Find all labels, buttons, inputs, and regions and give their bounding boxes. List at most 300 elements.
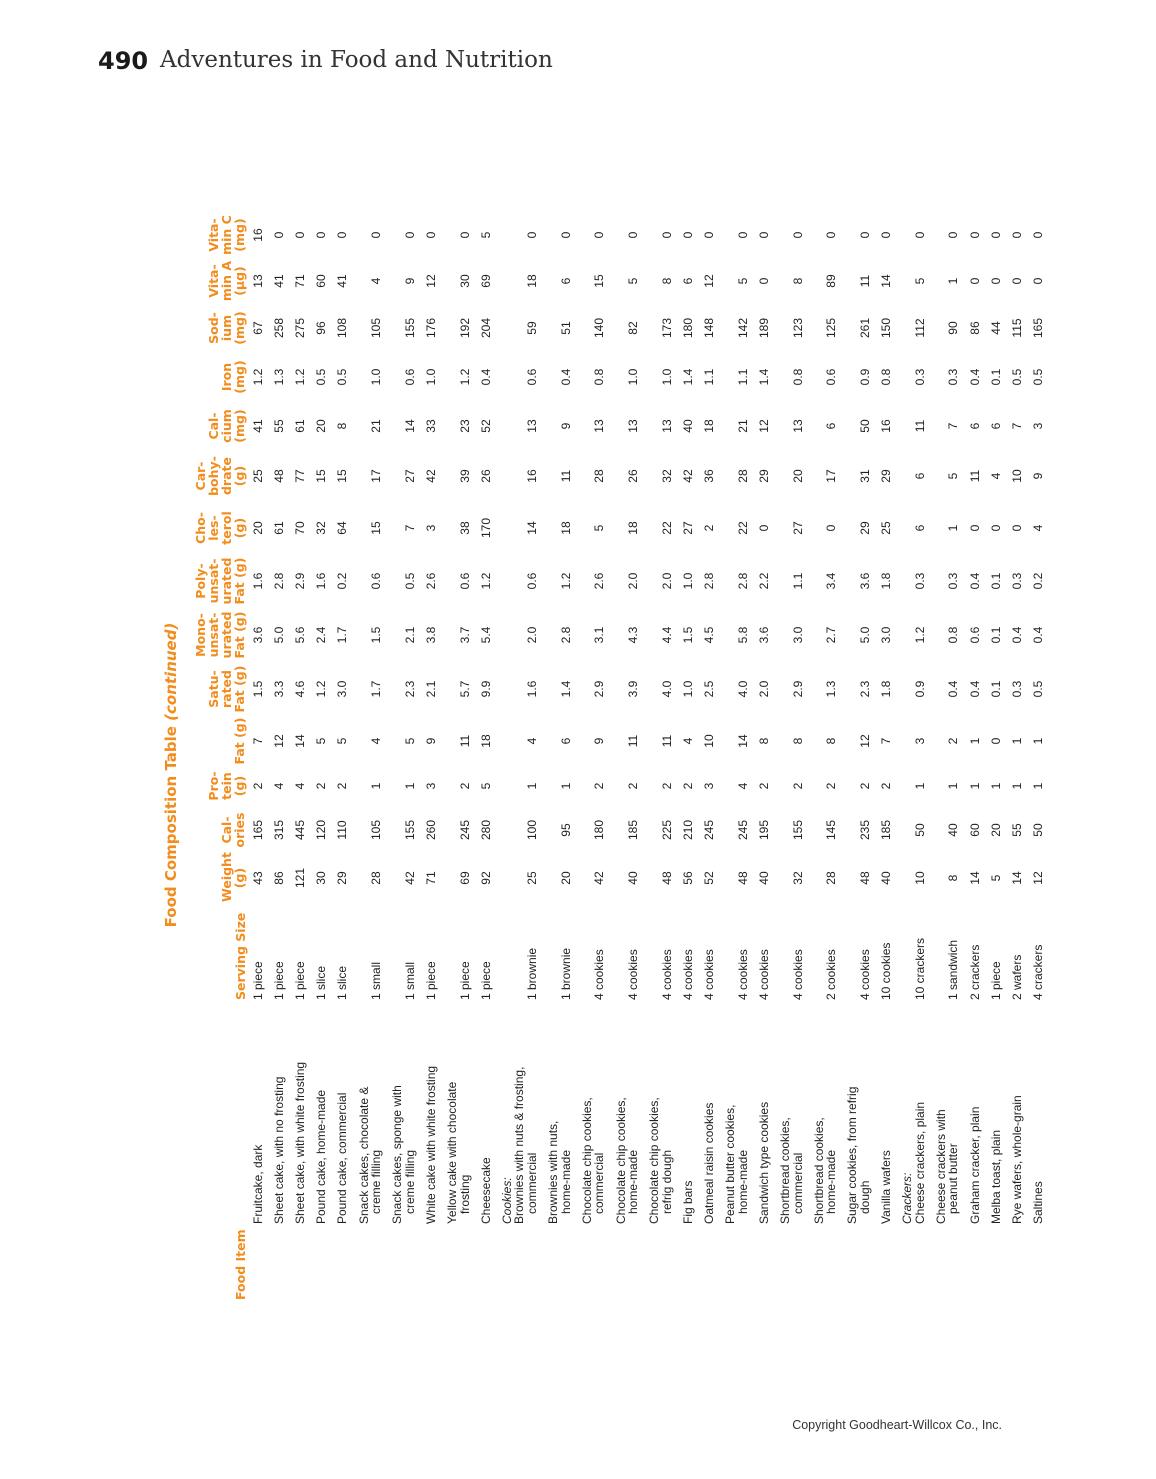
- cell-food: Sheet cake, with white frosting: [293, 1061, 308, 1224]
- cell-weight: 28: [824, 871, 839, 885]
- cell-na: 123: [790, 317, 805, 339]
- cell-ca: 6: [967, 422, 982, 430]
- header-line: Weight: [219, 852, 234, 902]
- cell-food: Fruitcake, dark: [251, 1144, 265, 1224]
- cell-vc: 0: [967, 231, 982, 239]
- cell-chol: 70: [293, 521, 308, 535]
- cell-na: 51: [558, 321, 573, 335]
- cell-pro: 2: [824, 782, 839, 790]
- cell-food: Vanilla wafers: [879, 1150, 893, 1224]
- cell-carb: 28: [735, 469, 750, 483]
- cell-na: 96: [314, 321, 329, 335]
- cell-chol: 18: [626, 521, 641, 535]
- cell-va: 8: [659, 277, 674, 285]
- cell-poly: 2.0: [626, 572, 641, 590]
- cell-ca: 13: [626, 419, 641, 433]
- cell-fat: 14: [735, 734, 750, 748]
- cell-pro: 2: [790, 782, 805, 790]
- cell-iron: 1.2: [293, 368, 308, 386]
- cell-serving: 1 piece: [293, 961, 308, 1000]
- cell-chol: 38: [457, 521, 472, 535]
- cell-carb: 11: [558, 469, 573, 483]
- cell-weight: 48: [857, 871, 872, 885]
- cell-serving: 4 cookies: [626, 949, 641, 1000]
- cell-cal: 155: [790, 819, 805, 841]
- cell-mono: 5.0: [857, 626, 872, 644]
- cell-poly: 0.3: [1009, 572, 1024, 590]
- header-line: Fat (g): [232, 717, 247, 765]
- cell-weight: 20: [558, 871, 573, 885]
- cell-va: 5: [626, 277, 641, 285]
- cell-chol: 3: [423, 524, 438, 532]
- cell-cal: 145: [824, 819, 839, 841]
- cell-fat: 12: [272, 734, 287, 748]
- cell-serving: 2 wafers: [1009, 954, 1024, 1000]
- table-title-main: Food Composition Table: [162, 726, 180, 928]
- cell-food: Shortbread cookies,: [811, 1117, 826, 1224]
- cell-carb: 4: [988, 472, 1003, 480]
- cell-iron: 0.1: [988, 368, 1003, 386]
- header-line: Vita-: [206, 218, 221, 252]
- cell-ca: 13: [525, 419, 539, 433]
- cell-ca: 7: [946, 422, 961, 430]
- cell-weight: 28: [369, 871, 384, 885]
- cell-carb: 28: [592, 469, 607, 483]
- cell-food: Shortbread cookies,: [777, 1117, 792, 1224]
- cell-carb: 32: [659, 469, 674, 483]
- cell-poly: 0.1: [988, 572, 1003, 590]
- cell-carb: 29: [879, 469, 893, 483]
- cell-vc: 0: [857, 231, 872, 239]
- cell-na: 115: [1009, 318, 1024, 338]
- cell-vc: 0: [1009, 231, 1024, 239]
- cell-mono: 2.0: [525, 626, 539, 644]
- cell-va: 8: [790, 277, 805, 285]
- cell-mono: 3.7: [457, 626, 472, 644]
- cell-serving: 1 piece: [251, 961, 265, 1000]
- cell-vc: 5: [478, 231, 493, 239]
- header-line: unsat-: [206, 612, 221, 658]
- cell-pro: 2: [457, 782, 472, 790]
- header-line: (mg): [232, 409, 247, 443]
- cell-vc: 0: [314, 231, 329, 239]
- cell-carb: 20: [790, 469, 805, 483]
- cell-serving: 1 small: [402, 961, 417, 1000]
- cell-vc: 0: [756, 231, 771, 239]
- cell-poly: 1.8: [879, 572, 893, 590]
- cell-na: 150: [879, 317, 893, 339]
- cell-vc: 0: [423, 231, 438, 239]
- cell-poly: 2.0: [659, 572, 674, 590]
- cell-va: 71: [293, 274, 308, 288]
- cell-cal: 40: [946, 823, 961, 837]
- cell-chol: 170: [478, 517, 493, 539]
- header-saturated: [207, 662, 246, 716]
- cell-fat: 9: [423, 737, 438, 745]
- cell-na: 90: [946, 321, 961, 335]
- cell-fat: 5: [402, 737, 417, 745]
- cell-food: Pound cake, commercial: [335, 1092, 350, 1224]
- cell-na: 86: [967, 321, 982, 335]
- cell-iron: 0.6: [824, 368, 839, 386]
- cell-pro: 2: [879, 782, 893, 790]
- cell-va: 0: [988, 277, 1003, 285]
- cell-chol: 4: [1030, 524, 1045, 532]
- cell-weight: 52: [702, 871, 716, 885]
- cell-weight: 92: [478, 871, 493, 885]
- cell-ca: 61: [293, 419, 308, 433]
- cell-ca: 55: [272, 419, 287, 433]
- cell-va: 9: [402, 277, 417, 285]
- cell-serving: 10 crackers: [912, 937, 927, 1000]
- cell-chol: 22: [659, 521, 674, 535]
- cell-cal: 280: [478, 819, 493, 841]
- cell-weight: 86: [272, 871, 287, 885]
- cell-fat: 1: [1030, 737, 1045, 745]
- cell-food: Pound cake, home-made: [314, 1089, 329, 1224]
- cell-vc: 0: [735, 231, 750, 239]
- cell-ca: 41: [251, 419, 265, 433]
- cell-food: White cake with white frosting: [423, 1065, 438, 1224]
- cell-poly: 0.2: [1030, 572, 1045, 590]
- header-serving-size: [234, 900, 247, 1000]
- header-line: Mono-: [193, 613, 208, 657]
- header-line: min C: [219, 215, 234, 255]
- cell-poly: 1.2: [558, 572, 573, 590]
- header-calcium: [207, 402, 246, 450]
- cell-ca: 3: [1030, 422, 1045, 430]
- cell-iron: 1.2: [251, 368, 265, 386]
- cell-poly: 0.6: [369, 572, 384, 590]
- header-line: Poly-: [193, 563, 208, 599]
- cell-na: 204: [478, 317, 493, 339]
- cell-ca: 52: [478, 419, 493, 433]
- cell-sat: 2.9: [790, 680, 805, 698]
- cell-pro: 2: [680, 782, 695, 790]
- cell-vc: 0: [402, 231, 417, 239]
- cell-food: Crackers:: [900, 1172, 915, 1224]
- cell-mono: 2.8: [558, 626, 573, 644]
- cell-mono: 5.4: [478, 626, 493, 644]
- cell-food: Saltines: [1030, 1181, 1045, 1224]
- cell-fat: 0: [988, 737, 1003, 745]
- cell-na: 142: [735, 317, 750, 339]
- cell-carb: 25: [251, 469, 265, 483]
- cell-weight: 42: [592, 871, 607, 885]
- cell-cal: 180: [592, 819, 607, 841]
- cell-va: 4: [369, 277, 384, 285]
- cell-chol: 15: [369, 521, 384, 535]
- cell-food: home-made: [558, 1149, 573, 1224]
- cell-iron: 0.9: [857, 368, 872, 386]
- cell-iron: 0.4: [478, 368, 493, 386]
- cell-pro: 4: [735, 782, 750, 790]
- cell-vc: 0: [457, 231, 472, 239]
- cell-pro: 1: [1030, 782, 1045, 790]
- cell-mono: 3.6: [251, 626, 265, 644]
- cell-iron: 1.0: [659, 368, 674, 386]
- cell-pro: 1: [402, 782, 417, 790]
- cell-weight: 29: [335, 871, 350, 885]
- cell-sat: 0.1: [988, 680, 1003, 698]
- cell-fat: 11: [659, 734, 674, 748]
- cell-vc: 0: [988, 231, 1003, 239]
- cell-poly: 0.6: [457, 572, 472, 590]
- cell-na: 261: [857, 317, 872, 339]
- cell-serving: 10 cookies: [879, 942, 893, 1000]
- cell-fat: 1: [967, 737, 982, 745]
- cell-pro: 1: [1009, 782, 1024, 790]
- cell-food: commercial: [592, 1152, 607, 1224]
- cell-chol: 61: [272, 521, 287, 535]
- cell-mono: 0.4: [1009, 626, 1024, 644]
- cell-sat: 2.3: [857, 680, 872, 698]
- cell-serving: 1 brownie: [525, 947, 539, 1000]
- cell-sat: 1.2: [314, 680, 329, 698]
- cell-cal: 50: [912, 823, 927, 837]
- cell-va: 30: [457, 274, 472, 288]
- cell-va: 0: [1009, 277, 1024, 285]
- header-line: ium: [219, 314, 234, 342]
- cell-weight: 8: [946, 874, 961, 882]
- cell-food: Cookies:: [499, 1177, 514, 1224]
- cell-ca: 13: [790, 419, 805, 433]
- header-line: (g): [232, 517, 247, 539]
- cell-cal: 260: [423, 819, 438, 841]
- cell-vc: 0: [659, 231, 674, 239]
- cell-fat: 11: [457, 734, 472, 748]
- cell-sat: 1.5: [251, 680, 265, 698]
- cell-sat: 1.0: [680, 680, 695, 698]
- cell-carb: 15: [314, 469, 329, 483]
- cell-serving: 4 cookies: [790, 949, 805, 1000]
- cell-na: 173: [659, 317, 674, 339]
- cell-serving: 4 crackers: [1030, 944, 1045, 1000]
- cell-va: 69: [478, 274, 493, 288]
- cell-cal: 315: [272, 819, 287, 841]
- cell-fat: 8: [824, 737, 839, 745]
- cell-cal: 235: [857, 819, 872, 841]
- cell-sat: 1.6: [525, 680, 539, 698]
- cell-weight: 30: [314, 871, 329, 885]
- header-line: drate: [219, 457, 234, 496]
- cell-mono: 4.5: [702, 626, 716, 644]
- cell-fat: 4: [680, 737, 695, 745]
- cell-carb: 39: [457, 469, 472, 483]
- cell-sat: 0.4: [967, 680, 982, 698]
- cell-food: Snack cakes, chocolate &: [356, 1086, 371, 1224]
- cell-cal: 105: [369, 819, 384, 841]
- cell-weight: 12: [1030, 871, 1045, 885]
- cell-cal: 185: [626, 819, 641, 841]
- cell-iron: 0.4: [558, 368, 573, 386]
- cell-poly: 2.8: [702, 572, 716, 590]
- cell-serving: 2 crackers: [967, 944, 982, 1000]
- cell-iron: 0.5: [1009, 368, 1024, 386]
- cell-iron: 0.5: [314, 368, 329, 386]
- cell-weight: 5: [988, 874, 1003, 882]
- cell-serving: 4 cookies: [592, 949, 607, 1000]
- cell-serving: 4 cookies: [680, 949, 695, 1000]
- cell-pro: 2: [251, 782, 265, 790]
- cell-poly: 0.5: [402, 572, 417, 590]
- cell-va: 12: [702, 274, 716, 288]
- cell-vc: 0: [626, 231, 641, 239]
- cell-weight: 69: [457, 871, 472, 885]
- cell-sat: 1.8: [879, 680, 893, 698]
- header-line: (mg): [232, 360, 247, 394]
- cell-va: 89: [824, 274, 839, 288]
- cell-serving: 1 sandwich: [946, 939, 961, 1000]
- cell-mono: 3.8: [423, 626, 438, 644]
- cell-cal: 100: [525, 819, 539, 841]
- cell-mono: 1.5: [369, 626, 384, 644]
- cell-food: frosting: [457, 1174, 472, 1224]
- cell-chol: 5: [592, 524, 607, 532]
- cell-iron: 1.2: [457, 368, 472, 386]
- cell-carb: 26: [626, 469, 641, 483]
- cell-ca: 13: [592, 419, 607, 433]
- cell-weight: 56: [680, 871, 695, 885]
- cell-mono: 4.3: [626, 626, 641, 644]
- cell-pro: 2: [592, 782, 607, 790]
- cell-va: 5: [912, 277, 927, 285]
- cell-na: 275: [293, 317, 308, 339]
- cell-vc: 0: [790, 231, 805, 239]
- cell-food: refrig dough: [659, 1149, 674, 1224]
- cell-food: Melba toast, plain: [988, 1129, 1003, 1224]
- cell-ca: 8: [335, 422, 350, 430]
- cell-va: 41: [335, 274, 350, 288]
- cell-serving: 1 brownie: [558, 947, 573, 1000]
- header-carbohydrate: [194, 450, 246, 502]
- cell-sat: 1.3: [824, 680, 839, 698]
- cell-na: 108: [335, 317, 350, 339]
- cell-food: creme filling: [402, 1149, 417, 1224]
- cell-ca: 21: [369, 419, 384, 433]
- cell-pro: 3: [702, 782, 716, 790]
- cell-food: Cheesecake: [478, 1157, 493, 1224]
- cell-food: dough: [857, 1180, 872, 1224]
- cell-mono: 1.7: [335, 626, 350, 644]
- cell-mono: 5.8: [735, 626, 750, 644]
- cell-iron: 1.4: [680, 368, 695, 386]
- cell-poly: 1.0: [680, 572, 695, 590]
- cell-sat: 3.9: [626, 680, 641, 698]
- cell-mono: 2.1: [402, 626, 417, 644]
- cell-fat: 6: [558, 737, 573, 745]
- cell-carb: 42: [680, 469, 695, 483]
- cell-cal: 60: [967, 823, 982, 837]
- cell-cal: 120: [314, 819, 329, 841]
- cell-pro: 2: [756, 782, 771, 790]
- cell-ca: 50: [857, 419, 872, 433]
- cell-fat: 4: [369, 737, 384, 745]
- cell-pro: 1: [988, 782, 1003, 790]
- cell-pro: 2: [857, 782, 872, 790]
- cell-ca: 18: [702, 419, 716, 433]
- cell-poly: 0.6: [525, 572, 539, 590]
- header-line: (mg): [232, 218, 247, 252]
- cell-sat: 1.7: [369, 680, 384, 698]
- cell-food: commercial: [525, 1152, 539, 1224]
- cell-pro: 1: [525, 782, 539, 790]
- header-line: Cho-: [193, 512, 208, 544]
- cell-ca: 13: [659, 419, 674, 433]
- cell-mono: 1.2: [912, 626, 927, 644]
- cell-vc: 0: [335, 231, 350, 239]
- cell-fat: 3: [912, 737, 927, 745]
- cell-food: Chocolate chip cookies,: [613, 1097, 628, 1224]
- cell-fat: 2: [946, 737, 961, 745]
- cell-mono: 3.0: [790, 626, 805, 644]
- cell-ca: 12: [756, 419, 771, 433]
- cell-chol: 20: [251, 521, 265, 535]
- cell-ca: 6: [824, 422, 839, 430]
- cell-poly: 2.8: [735, 572, 750, 590]
- cell-mono: 0.8: [946, 626, 961, 644]
- cell-na: 125: [824, 317, 839, 339]
- cell-mono: 5.6: [293, 626, 308, 644]
- cell-na: 155: [402, 317, 417, 339]
- cell-sat: 0.4: [946, 680, 961, 698]
- cell-poly: 0.3: [912, 572, 927, 590]
- cell-fat: 4: [525, 737, 539, 745]
- cell-chol: 14: [525, 521, 539, 535]
- cell-food: peanut butter: [946, 1143, 961, 1224]
- cell-chol: 22: [735, 521, 750, 535]
- cell-mono: 5.0: [272, 626, 287, 644]
- cell-pro: 2: [659, 782, 674, 790]
- cell-vc: 0: [824, 231, 839, 239]
- cell-carb: 42: [423, 469, 438, 483]
- cell-weight: 25: [525, 871, 539, 885]
- cell-vc: 0: [1030, 231, 1045, 239]
- cell-carb: 29: [756, 469, 771, 483]
- cell-food: Rye wafers, whole-grain: [1009, 1095, 1024, 1224]
- cell-cal: 185: [879, 819, 893, 841]
- cell-fat: 12: [857, 734, 872, 748]
- cell-fat: 14: [293, 734, 308, 748]
- cell-vc: 0: [946, 231, 961, 239]
- cell-serving: 1 piece: [478, 961, 493, 1000]
- cell-weight: 14: [1009, 871, 1024, 885]
- header-calories: [220, 806, 246, 854]
- cell-na: 82: [626, 321, 641, 335]
- cell-ca: 9: [558, 422, 573, 430]
- cell-ca: 14: [402, 419, 417, 433]
- cell-poly: 3.4: [824, 572, 839, 590]
- cell-carb: 16: [525, 469, 539, 483]
- cell-sat: 4.6: [293, 680, 308, 698]
- cell-sat: 2.0: [756, 680, 771, 698]
- cell-food: Yellow cake with chocolate: [445, 1081, 459, 1224]
- header-fat: [233, 716, 246, 766]
- cell-ca: 16: [879, 419, 893, 433]
- cell-pro: 1: [967, 782, 982, 790]
- header-line: min A: [219, 260, 234, 302]
- cell-food: Cheese crackers, plain: [912, 1101, 927, 1224]
- cell-sat: 3.0: [335, 680, 350, 698]
- header-weight: [220, 854, 246, 902]
- table-title-suffix: (continued): [162, 622, 180, 721]
- cell-weight: 40: [879, 871, 893, 885]
- cell-cal: 245: [702, 819, 716, 841]
- cell-poly: 2.6: [423, 572, 438, 590]
- cell-sat: 5.7: [457, 680, 472, 698]
- cell-va: 6: [680, 277, 695, 285]
- cell-weight: 40: [756, 871, 771, 885]
